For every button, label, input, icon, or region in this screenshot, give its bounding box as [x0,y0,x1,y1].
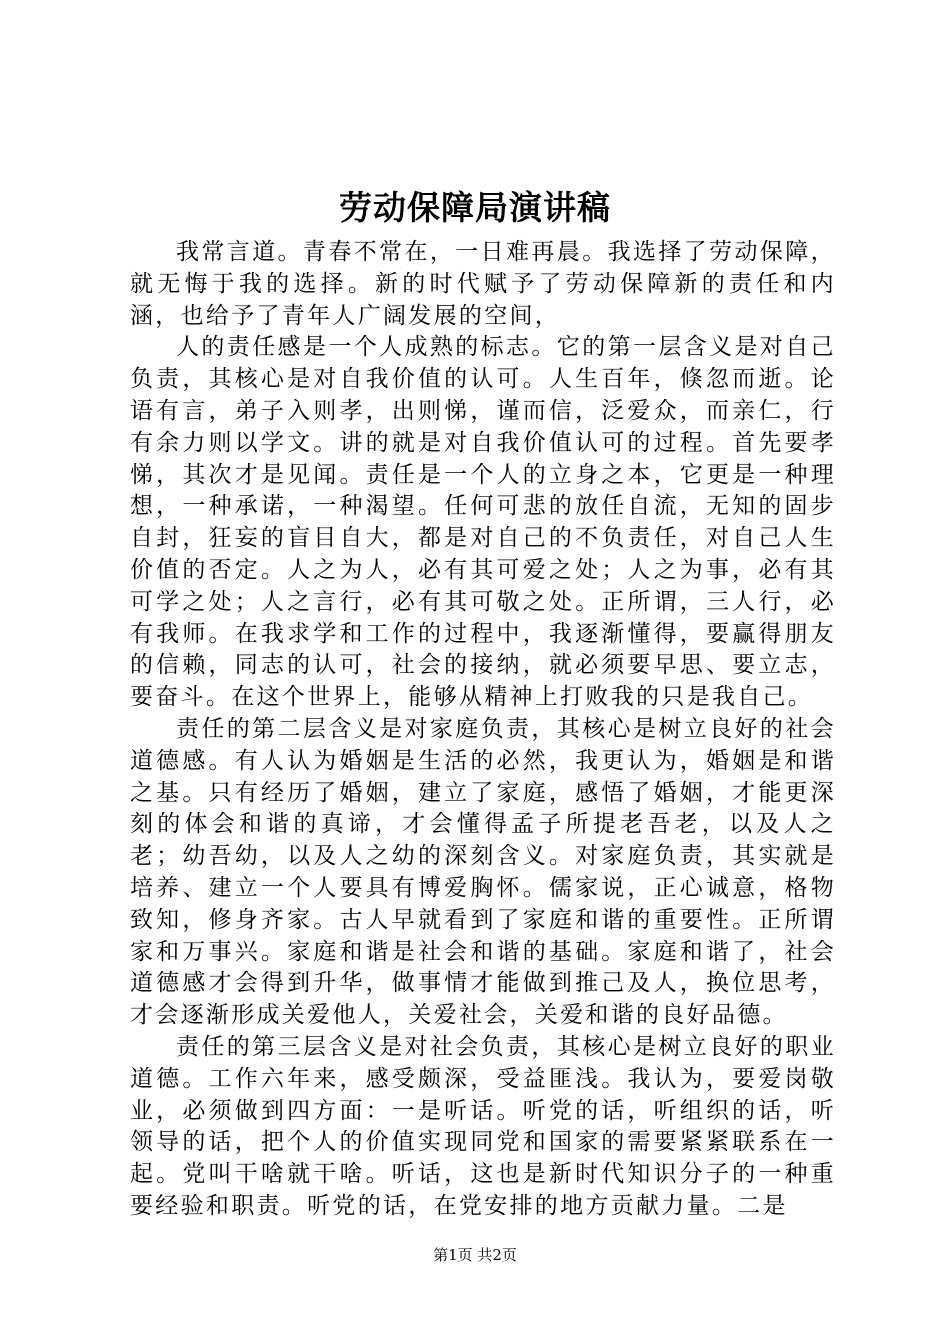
document-body [130,237,836,1223]
paragraph: 我常言道。青春不常在，一日难再晨。我选择了劳动保障，就无悔于我的选择。新的时代赋予了劳动保障新的责任和内涵，也给予了青年人广阔发展的空间， [130,239,836,329]
paragraph: 责任的第二层含义是对家庭负责，其核心是树立良好的社会道德感。有人认为婚姻是生活的必然，我更认为，婚姻是和谐之基。只有经历了婚姻，建立了家庭，感悟了婚姻，才能更深刻的体会和谐的真谛，才会懂得孟子所提老吾老，以及人之老；幼吾幼，以及人之幼的深刻含义。对家庭负责，其实就是培养、建立一个人要具有博爱胸怀。儒家说，正心诚意，格物致知，修身齐家。古人早就看到了家庭和谐的重要性。正所谓家和万事兴。家庭和谐是社会和谐的基础。家庭和谐了，社会道德感才会得到升华，做事情才能做到推己及人，换位思考，才会逐渐形成关爱他人，关爱社会，关爱和谐的良好品德。 [130,715,836,1029]
document-title: 劳动保障局演讲稿 [339,188,611,227]
page-number-footer: 第1页 共2页 [433,1246,517,1264]
paragraph: 人的责任感是一个人成熟的标志。它的第一层含义是对自己负责，其核心是对自我价值的认可。人生百年，倏忽而逝。论语有言，弟子入则孝，出则悌，谨而信，泛爱众，而亲仁，行有余力则以学文。讲的就是对自我价值认可的过程。首先要孝悌，其次才是见闻。责任是一个人的立身之本，它更是一种理想，一种承诺，一种渴望。任何可悲的放任自流，无知的固步自封，狂妄的盲目自大，都是对自己的不负责任，对自己人生价值的否定。人之为人，必有其可爱之处；人之为事，必有其可学之处；人之言行，必有其可敬之处。正所谓，三人行，必有我师。在我求学和工作的过程中，我逐渐懂得，要赢得朋友的信赖，同志的认可，社会的接纳，就必须要早思、要立志，要奋斗。在这个世界上，能够从精神上打败我的只是我自己。 [130,334,836,711]
paragraph: 责任的第三层含义是对社会负责，其核心是树立良好的职业道德。工作六年来，感受颇深，受益匪浅。我认为，要爱岗敬业，必须做到四方面：一是听话。听党的话，听组织的话，听领导的话，把个人的价值实现同党和国家的需要紧紧联系在一起。党叫干啥就干啥。听话，这也是新时代知识分子的一种重要经验和职责。听党的话，在党安排的地方贡献力量。二是 [130,1033,836,1219]
